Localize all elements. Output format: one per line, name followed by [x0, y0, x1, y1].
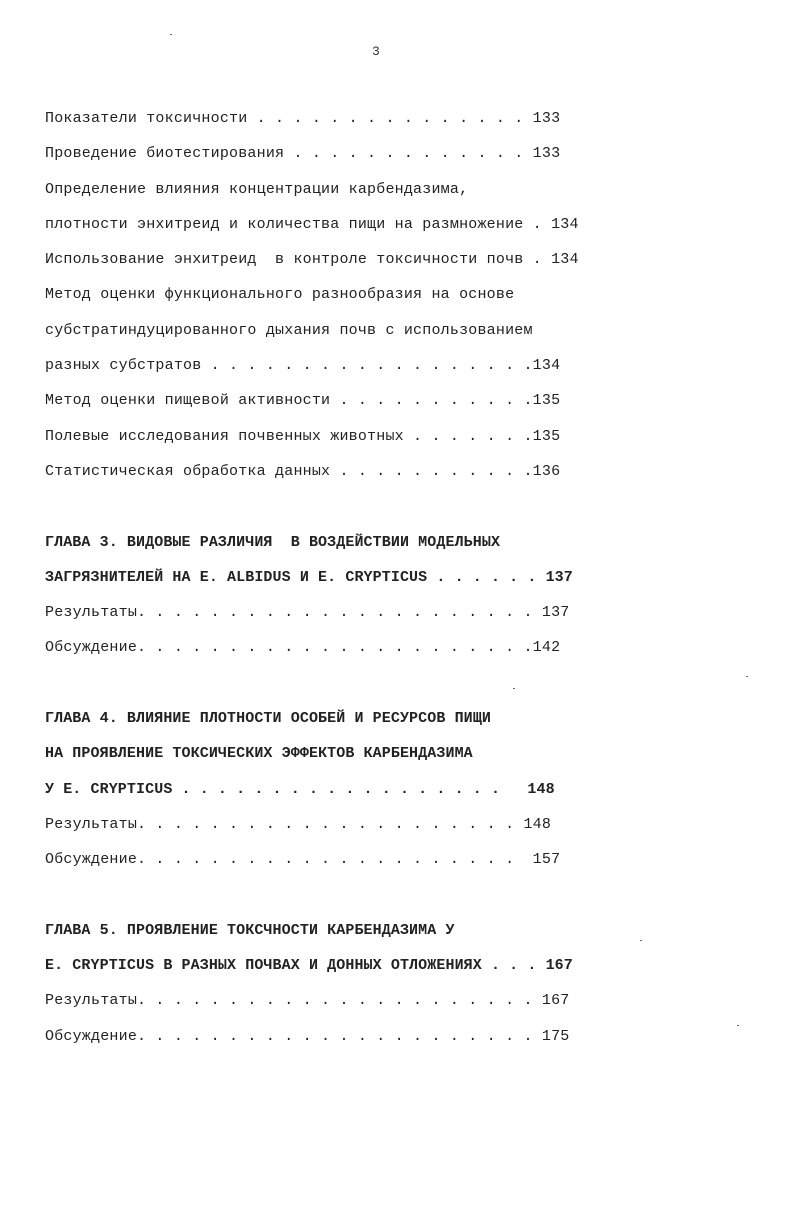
chapter-5-results: Результаты. . . . . . . . . . . . . . . . . . . . . . 167: [45, 992, 570, 1010]
chapter-3-title: ГЛАВА 3. ВИДОВЫЕ РАЗЛИЧИЯ В ВОЗДЕЙСТВИИ МОДЕЛЬНЫХ: [45, 533, 501, 551]
chapter-5-title-cont: E. CRYPTICUS В РАЗНЫХ ПОЧВАХ И ДОННЫХ ОТЛОЖЕНИЯХ . . . 167: [45, 957, 573, 975]
toc-entry-toxicity-indicators: Показатели токсичности . . . . . . . . . . . . . . . 133: [45, 110, 561, 127]
section-gap: [45, 878, 685, 913]
page-number: 3: [372, 44, 380, 59]
chapter-5-discussion: Обсуждение. . . . . . . . . . . . . . . . . . . . . . 175: [45, 1027, 570, 1045]
scan-speck: [170, 34, 172, 35]
toc-entry-concentration-effect-cont: плотности энхитреид и количества пищи на размножение . 134: [45, 215, 579, 233]
toc-entry-enchytraeids-control: Использование энхитреид в контроле токсичности почв . 134: [45, 251, 579, 269]
chapter-4-title-end: У E. CRYPTICUS . . . . . . . . . . . . . . . . . . 148: [45, 780, 555, 798]
toc-entry-concentration-effect: Определение влияния концентрации карбендазима,: [45, 180, 469, 198]
table-of-contents: [45, 101, 685, 1054]
chapter-3-results: Результаты. . . . . . . . . . . . . . . . . . . . . . 137: [45, 604, 570, 622]
chapter-3-discussion: Обсуждение. . . . . . . . . . . . . . . . . . . . . .142: [45, 639, 561, 657]
toc-entry-functional-diversity: Метод оценки функционального разнообразия на основе: [45, 286, 515, 304]
toc-entry-field-studies: Полевые исследования почвенных животных . . . . . . .135: [45, 427, 561, 445]
scan-speck: [737, 1025, 739, 1026]
chapter-4-discussion: Обсуждение. . . . . . . . . . . . . . . . . . . . . 157: [45, 851, 561, 869]
toc-entry-functional-diversity-end: разных субстратов . . . . . . . . . . . . . . . . . .134: [45, 357, 561, 375]
section-gap: [45, 666, 685, 701]
toc-entry-functional-diversity-cont: субстратиндуцированного дыхания почв с использованием: [45, 321, 533, 339]
toc-entry-feeding-activity: Метод оценки пищевой активности . . . . . . . . . . .135: [45, 392, 561, 410]
chapter-3-title-cont: ЗАГРЯЗНИТЕЛЕЙ НА E. ALBIDUS И E. CRYPTICUS . . . . . . 137: [45, 568, 573, 586]
toc-entry-biotesting: Проведение биотестирования . . . . . . . . . . . . . 133: [45, 145, 561, 163]
chapter-4-results: Результаты. . . . . . . . . . . . . . . . . . . . . 148: [45, 815, 552, 833]
section-gap: [45, 489, 685, 524]
chapter-4-title: ГЛАВА 4. ВЛИЯНИЕ ПЛОТНОСТИ ОСОБЕЙ И РЕСУРСОВ ПИЩИ: [45, 710, 491, 728]
chapter-5-title: ГЛАВА 5. ПРОЯВЛЕНИЕ ТОКСЧНОСТИ КАРБЕНДАЗИМА У: [45, 921, 455, 939]
toc-entry-statistics: Статистическая обработка данных . . . . . . . . . . .136: [45, 462, 561, 480]
chapter-4-title-cont: НА ПРОЯВЛЕНИЕ ТОКСИЧЕСКИХ ЭФФЕКТОВ КАРБЕНДАЗИМА: [45, 745, 473, 763]
scan-speck: [746, 676, 748, 677]
